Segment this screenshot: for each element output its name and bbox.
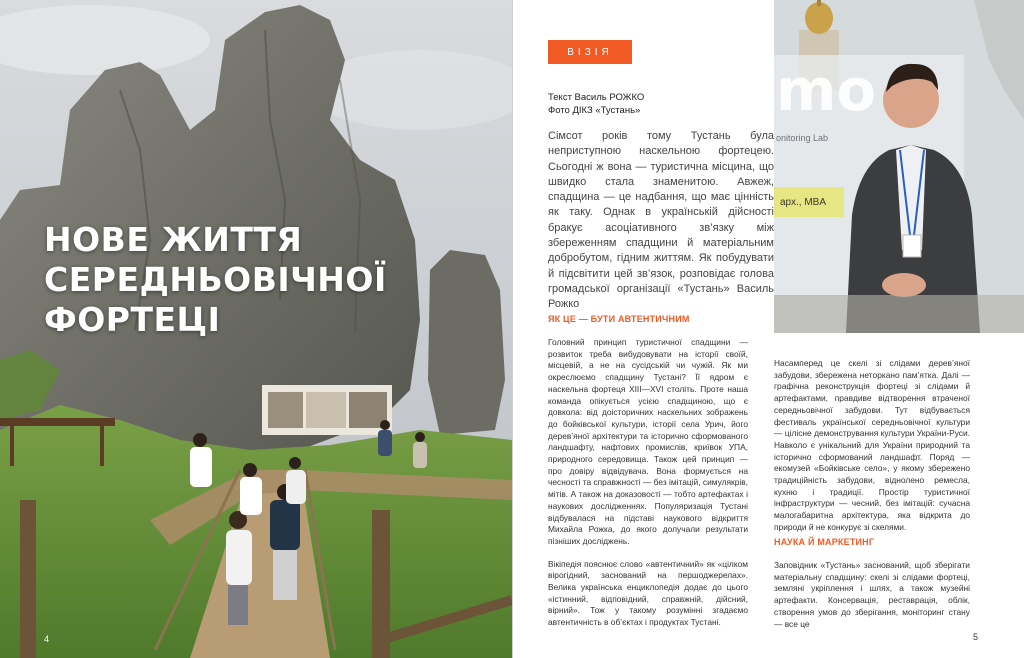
section-tag: ВІЗІЯ	[548, 40, 632, 64]
body-paragraph: Заповідник «Тустань» заснований, щоб зберігати матеріальну спадщину: скелі зі слідами фортеці, земляні укріплення і шлях, а також музейні артефакти. Консервація, реставрація, облік, створення умов до зберігання, моніторинг стану — все це	[774, 560, 970, 629]
article-credits	[548, 91, 644, 117]
page-number-right: 5	[973, 632, 979, 642]
section-heading-science: НАУКА Й МАРКЕТИНГ	[774, 537, 875, 547]
body-paragraph: Насамперед це скелі зі слідами дерев’яної забудови, збережена неторкано пам’ятка. Далі — графічна реконструкція фортеці зі слідами й артефактами, правдиве відтворення втраченої середньовічної забудови. Тут відбувається фестиваль української середньовічної культури — цілісне демонстрування культури України-Руси. Навколо є унікальний для України природний та історично сформований ландшафт. Поряд — екомузей «Бойківське село», у якому збережено традиційність забудови, віднолено ремесла, кухню і традиції. Простір туристичної інфраструктури — чесний, без імітацій: сучасна малогабаритна архітектура, яка відкрита до природи й не конкурує зі скелями.	[774, 358, 970, 532]
right-page	[512, 0, 1024, 658]
screen-logo-text: mo	[776, 56, 877, 124]
lead-text: Сімсот років тому Тустань була неприступною наскельною фортецею. Сьогодні ж вона — туристична місцина, що швидко стала знаменитою. Авжеж, спадщина — це надбання, що має цінність як таку. Однак в українській дійсності бракує асоціативного зв’язку між збереженням спадщини й матеріальним добробутом, гідним життям. Як побудувати й підсвітити цей зв’язок, розповідає голова громадської організації «Тустань» Василь Рожко	[548, 130, 774, 311]
author-credit: Текст Василь РОЖКО	[548, 92, 645, 103]
body-column-right-lower	[774, 560, 970, 641]
article-title-line-3: ФОРТЕЦІ	[44, 300, 221, 339]
body-paragraph: Вікіпедія пояснює слово «автентичний» як «цілком вірогідний, заснований на першоджерелах». Велика українська енциклопедія додає до цього «істинний, відповідний, справжній, дійсний, вірний». Тож у такому розумінні згадаємо автентичність в об’єктах і продуктах Тустані.	[548, 558, 748, 628]
page-number-left: 4	[44, 634, 50, 644]
photo-credit: Фото ДІКЗ «Тустань»	[548, 105, 641, 116]
speaker-illustration	[774, 0, 1024, 333]
lead-paragraph	[548, 129, 774, 313]
body-column-right	[774, 358, 970, 545]
article-title-line-1: НОВЕ ЖИТТЯ	[44, 220, 303, 259]
screen-mba-text: арх., MBA	[780, 197, 827, 208]
spine-divider	[512, 0, 513, 658]
speaker-photo	[774, 0, 1024, 333]
body-column-left	[548, 337, 748, 640]
screen-lab-text: onitoring Lab	[776, 133, 829, 143]
body-paragraph: Головний принцип туристичної спадщини — розвиток треба вибудовувати на історії своїй, місцевій, а не на сусідській чи чужій. Як ми окреслюємо спадщину Тустані? Її ядром є наскельна фортеця XIII—XVI століть. Проте наша команда опікується усією спадщиною, що є довкола: від доісторичних наскельних зображень до бойківської культури, історії села Урич, його дерев’яної архітектури та історично сформованого ландшафту, нафтових промислів, криївок УПА, природного середовища. Також цей принцип — про довіру відвідувача. Вона формується на чесності та справжності — без імітацій, симулякрів, мітів. А також на доказовості — тобто артефактах і наукових дослідженнях. Популяризація Тустані відбувалася на підставі наукового відкриття Михайла Рожка, до якого долучали результати пізніших досліджень.	[548, 337, 748, 546]
article-title	[44, 220, 404, 340]
section-heading-authentic: ЯК ЦЕ — БУТИ АВТЕНТИЧНИМ	[548, 314, 690, 324]
article-title-line-2: СЕРЕДНЬОВІЧНОЇ	[44, 260, 387, 299]
